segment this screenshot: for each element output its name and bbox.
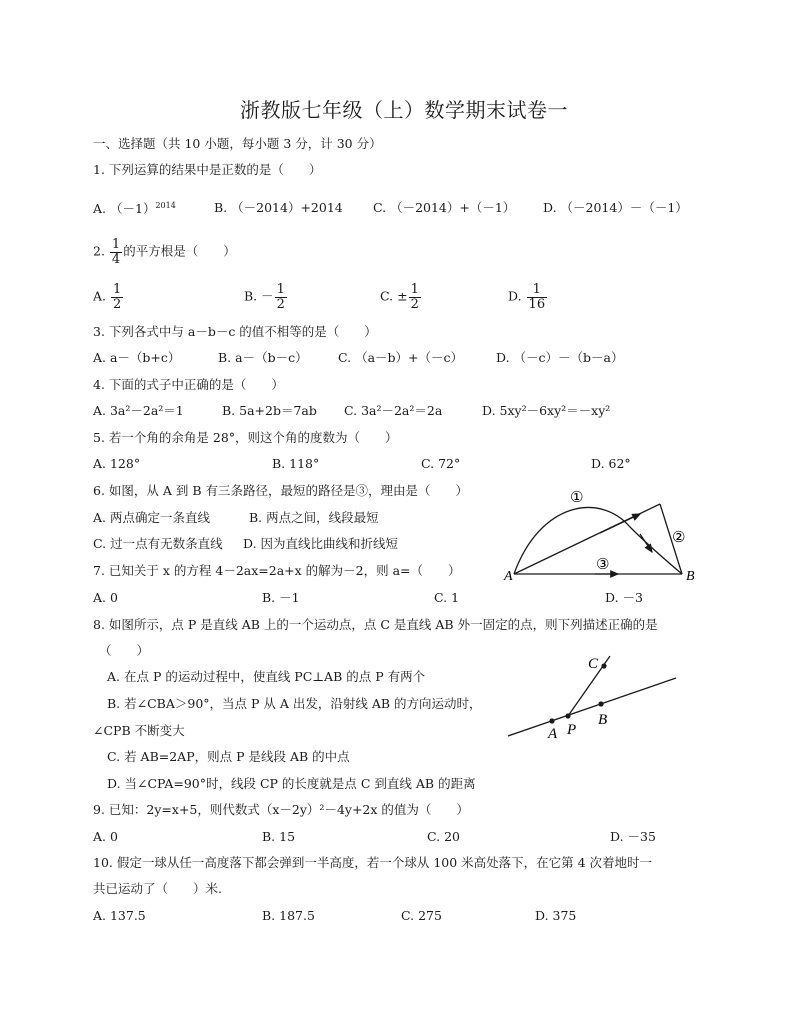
- question-10-option-b: B. 187.5: [262, 908, 315, 923]
- question-6-option-d: D. 因为直线比曲线和折线短: [243, 536, 399, 551]
- question-1-option-d: D. （－2014）－（－1）: [543, 200, 688, 215]
- question-9-stem: 9. 已知：2y=x+5，则代数式（x－2y）²－4y+2x 的值为（ ）: [93, 802, 469, 817]
- question-3-option-b: B. a－（b－c）: [218, 350, 308, 365]
- question-9-option-a: A. 0: [93, 829, 118, 844]
- question-4-stem: 4. 下面的式子中正确的是（ ）: [93, 377, 284, 392]
- question-9-option-c: C. 20: [427, 829, 460, 844]
- question-4-option-b: B. 5a+2b＝7ab: [222, 403, 317, 418]
- question-10-option-d: D. 375: [535, 908, 577, 923]
- question-7-option-b: B. －1: [262, 590, 300, 605]
- question-2-option-b: B. － $\frac{1}{2}$: [244, 282, 285, 312]
- question-9-option-d: D. －35: [610, 829, 656, 844]
- page-title: 浙教版七年级（上）数学期末试卷一: [240, 98, 568, 122]
- label-b: B: [598, 712, 608, 728]
- question-3-stem: 3. 下列各式中与 a－b－c 的值不相等的是（ ）: [93, 324, 377, 339]
- fraction: $\frac{1}{4}$: [111, 237, 121, 267]
- question-10-option-c: C. 275: [401, 908, 442, 923]
- label-a: A: [504, 569, 513, 584]
- question-6-stem: 6. 如图，从 A 到 B 有三条路径，最短的路径是③，理由是（ ）: [93, 483, 469, 498]
- question-8-option-b-cont: ∠CPB 不断变大: [93, 723, 185, 738]
- path-1-arrow: [640, 534, 652, 552]
- question-4-option-d: D. 5xy²－6xy²＝－xy²: [482, 403, 611, 418]
- question-8-option-b: B. 若∠CBA＞90°，当点 P 从 A 出发，沿射线 AB 的方向运动时，: [107, 696, 482, 711]
- question-1-option-b: B. （－2014）+2014: [214, 200, 343, 215]
- question-6-option-a: A. 两点确定一条直线: [93, 510, 210, 525]
- question-2-option-c: C. ± $\frac{1}{2}$: [380, 282, 419, 312]
- question-8-option-d: D. 当∠CPA=90°时，线段 CP 的长度就是点 C 到直线 AB 的距离: [107, 776, 476, 791]
- path-1-label: ①: [570, 488, 584, 506]
- question-3-option-d: D. （－c）－（b－a）: [496, 350, 624, 365]
- label-p: P: [567, 722, 577, 738]
- question-6-figure: [500, 482, 710, 592]
- question-7-option-a: A. 0: [93, 590, 118, 605]
- question-8-option-c: C. 若 AB=2AP，则点 P 是线段 AB 的中点: [107, 749, 350, 764]
- question-2-stem: 2. $\frac{1}{4}$ 的平方根是（ ）: [93, 237, 236, 267]
- question-1-option-c: C. （－2014）+（－1）: [373, 200, 516, 215]
- label-b: B: [686, 569, 695, 584]
- question-8-figure: [500, 648, 690, 748]
- question-8-option-a: A. 在点 P 的运动过程中，使直线 PC⊥AB 的点 P 有两个: [107, 669, 426, 684]
- question-5-option-b: B. 118°: [272, 456, 320, 471]
- point-a: [549, 718, 554, 723]
- question-5-option-d: D. 62°: [591, 456, 631, 471]
- question-8-stem: 8. 如图所示，点 P 是直线 AB 上的一个运动点，点 C 是直线 AB 外一固定的点，则下列描述正确的是: [93, 617, 658, 632]
- question-1-option-a: A. $(-1)^{2014}$: [93, 201, 176, 217]
- point-c: [601, 663, 606, 668]
- question-7-stem: 7. 已知关于 x 的方程 4－2ax=2a+x 的解为－2，则 a=（ ）: [93, 563, 461, 578]
- question-3-option-a: A. a－（b+c）: [93, 350, 181, 365]
- question-8-paren: （ ）: [99, 643, 150, 658]
- question-4-option-a: A. 3a²－2a²＝1: [93, 403, 184, 418]
- point-b: [598, 701, 603, 706]
- path-2-label: ②: [672, 528, 686, 546]
- question-10-option-a: A. 137.5: [93, 908, 146, 923]
- question-6-option-b: B. 两点之间，线段最短: [249, 510, 379, 525]
- question-5-option-c: C. 72°: [421, 456, 461, 471]
- question-10-stem: 10. 假定一球从任一高度落下都会弹到一半高度，若一个球从 100 米高处落下，在它第 4 次着地时一: [93, 855, 653, 870]
- question-10-stem-cont: 共已运动了（ ）米.: [93, 881, 222, 896]
- path-3-label: ③: [596, 555, 610, 573]
- label-a: A: [548, 726, 558, 742]
- question-7-option-d: D. －3: [605, 590, 643, 605]
- point-p: [565, 713, 570, 718]
- label-c: C: [588, 656, 599, 672]
- question-9-option-b: B. 15: [262, 829, 296, 844]
- question-2-option-a: A. $\frac{1}{2}$: [93, 282, 122, 312]
- question-1-stem: 1. 下列运算的结果中是正数的是（ ）: [93, 162, 322, 177]
- question-5-stem: 5. 若一个角的余角是 28°，则这个角的度数为（ ）: [93, 430, 398, 445]
- question-2-option-d: D. $\frac{1}{16}$: [508, 282, 546, 312]
- question-6-option-c: C. 过一点有无数条直线: [93, 536, 223, 551]
- question-7-option-c: C. 1: [434, 590, 460, 605]
- question-3-option-c: C. （a－b）+（－c）: [338, 350, 463, 365]
- question-5-option-a: A. 128°: [93, 456, 141, 471]
- question-4-option-c: C. 3a²－2a²＝2a: [344, 403, 443, 418]
- section-heading: 一、选择题（共 10 小题，每小题 3 分，计 30 分）: [93, 136, 382, 151]
- line-ab: [508, 678, 676, 736]
